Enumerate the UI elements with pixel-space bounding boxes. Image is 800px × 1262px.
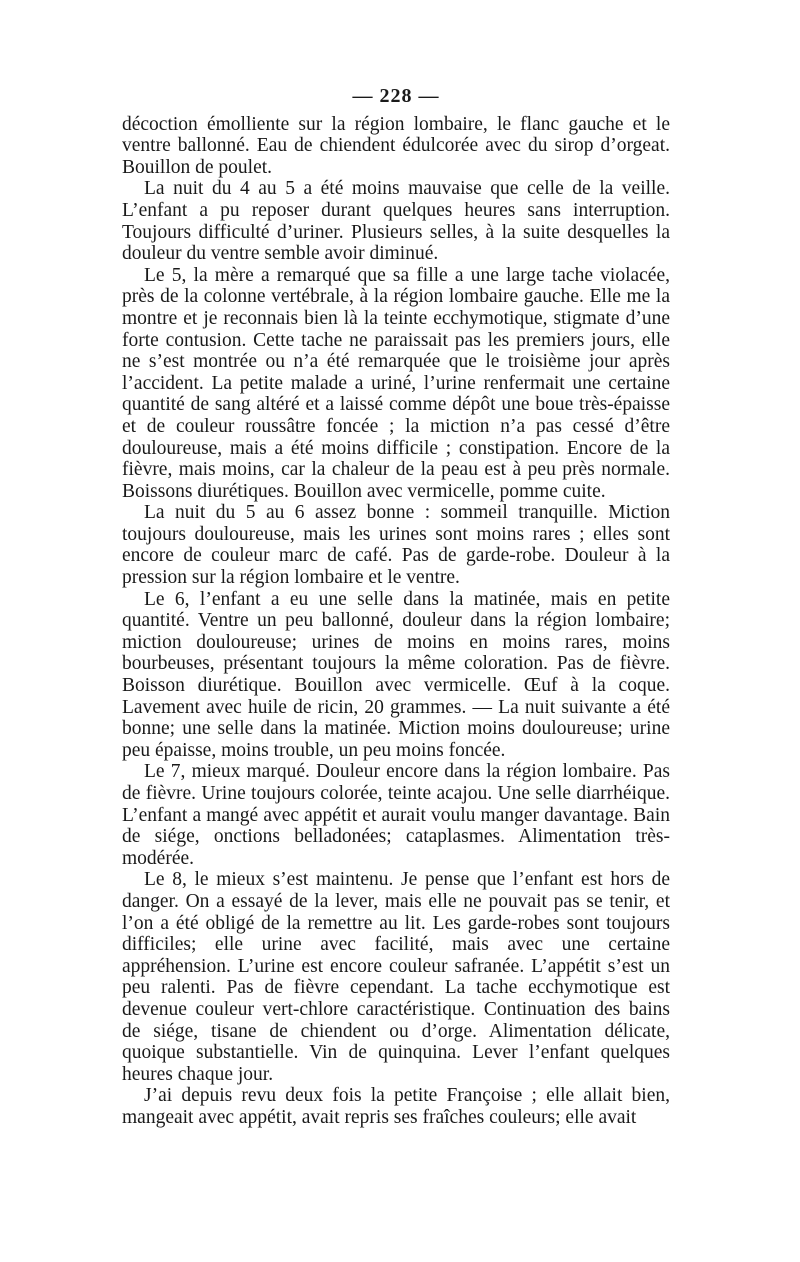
paragraph: La nuit du 4 au 5 a été moins mauvaise que celle de la veille. L’enfant a pu reposer durant quelques heures sans interruption. Toujours difficulté d’uriner. Plusieurs selles, à la suite desquelles la douleur du ventre semble avoir diminué.: [122, 178, 670, 265]
book-page: [122, 86, 670, 1129]
paragraph: décoction émolliente sur la région lombaire, le flanc gauche et le ventre ballonné. Eau de chiendent édulcorée avec du sirop d’orgeat. Bouillon de poulet.: [122, 113, 670, 178]
paragraph: Le 6, l’enfant a eu une selle dans la matinée, mais en petite quantité. Ventre un peu ballonné, douleur dans la région lombaire; miction douloureuse; urines de moins en moins rares, moins bourbeuses, présentant toujours la même coloration. Pas de fièvre. Boisson diurétique. Bouillon avec vermicelle. Œuf à la coque. Lavement avec huile de ricin, 20 grammes. — La nuit suivante a été bonne; une selle dans la matinée. Miction moins douloureuse; urine peu épaisse, moins trouble, un peu moins foncée.: [122, 588, 670, 761]
paragraph: Le 7, mieux marqué. Douleur encore dans la région lombaire. Pas de fièvre. Urine toujours colorée, teinte acajou. Une selle diarrhéique. L’enfant a mangé avec appétit et aurait voulu manger davantage. Bain de siége, onctions belladonées; cataplasmes. Alimentation très-modérée.: [122, 761, 670, 869]
paragraph: J’ai depuis revu deux fois la petite Françoise ; elle allait bien, mangeait avec appétit, avait repris ses fraîches couleurs; elle avait: [122, 1085, 670, 1128]
paragraph: La nuit du 5 au 6 assez bonne : sommeil tranquille. Miction toujours douloureuse, mais les urines sont moins rares ; elles sont encore de couleur marc de café. Pas de garde-robe. Douleur à la pression sur la région lombaire et le ventre.: [122, 502, 670, 589]
paragraph: Le 8, le mieux s’est maintenu. Je pense que l’enfant est hors de danger. On a essayé de la lever, mais elle ne pouvait pas se tenir, et l’on a été obligé de la remettre au lit. Les garde-robes sont toujours difficiles; elle urine avec facilité, mais avec une certaine appréhension. L’urine est encore couleur safranée. L’appétit s’est un peu ralenti. Pas de fièvre cependant. La tache ecchymotique est devenue couleur vert-chlore caractéristique. Continuation des bains de siége, tisane de chiendent ou d’orge. Alimentation délicate, quoique substantielle. Vin de quinquina. Lever l’enfant quelques heures chaque jour.: [122, 869, 670, 1085]
paragraph: Le 5, la mère a remarqué que sa fille a une large tache violacée, près de la colonne vertébrale, à la région lombaire gauche. Elle me la montre et je reconnais bien là la teinte ecchymotique, stigmate d’une forte contusion. Cette tache ne paraissait pas les premiers jours, elle ne s’est montrée ou n’a été remarquée que le troisième jour après l’accident. La petite malade a uriné, l’urine renfermait une certaine quantité de sang altéré et a laissé comme dépôt une boue très-épaisse et de couleur roussâtre foncée ; la miction n’a pas cessé d’être douloureuse, mais a été moins difficile ; constipation. Encore de la fièvre, mais moins, car la chaleur de la peau est à peu près normale. Boissons diurétiques. Bouillon avec vermicelle, pomme cuite.: [122, 264, 670, 502]
page-number: — 228 —: [352, 85, 440, 107]
